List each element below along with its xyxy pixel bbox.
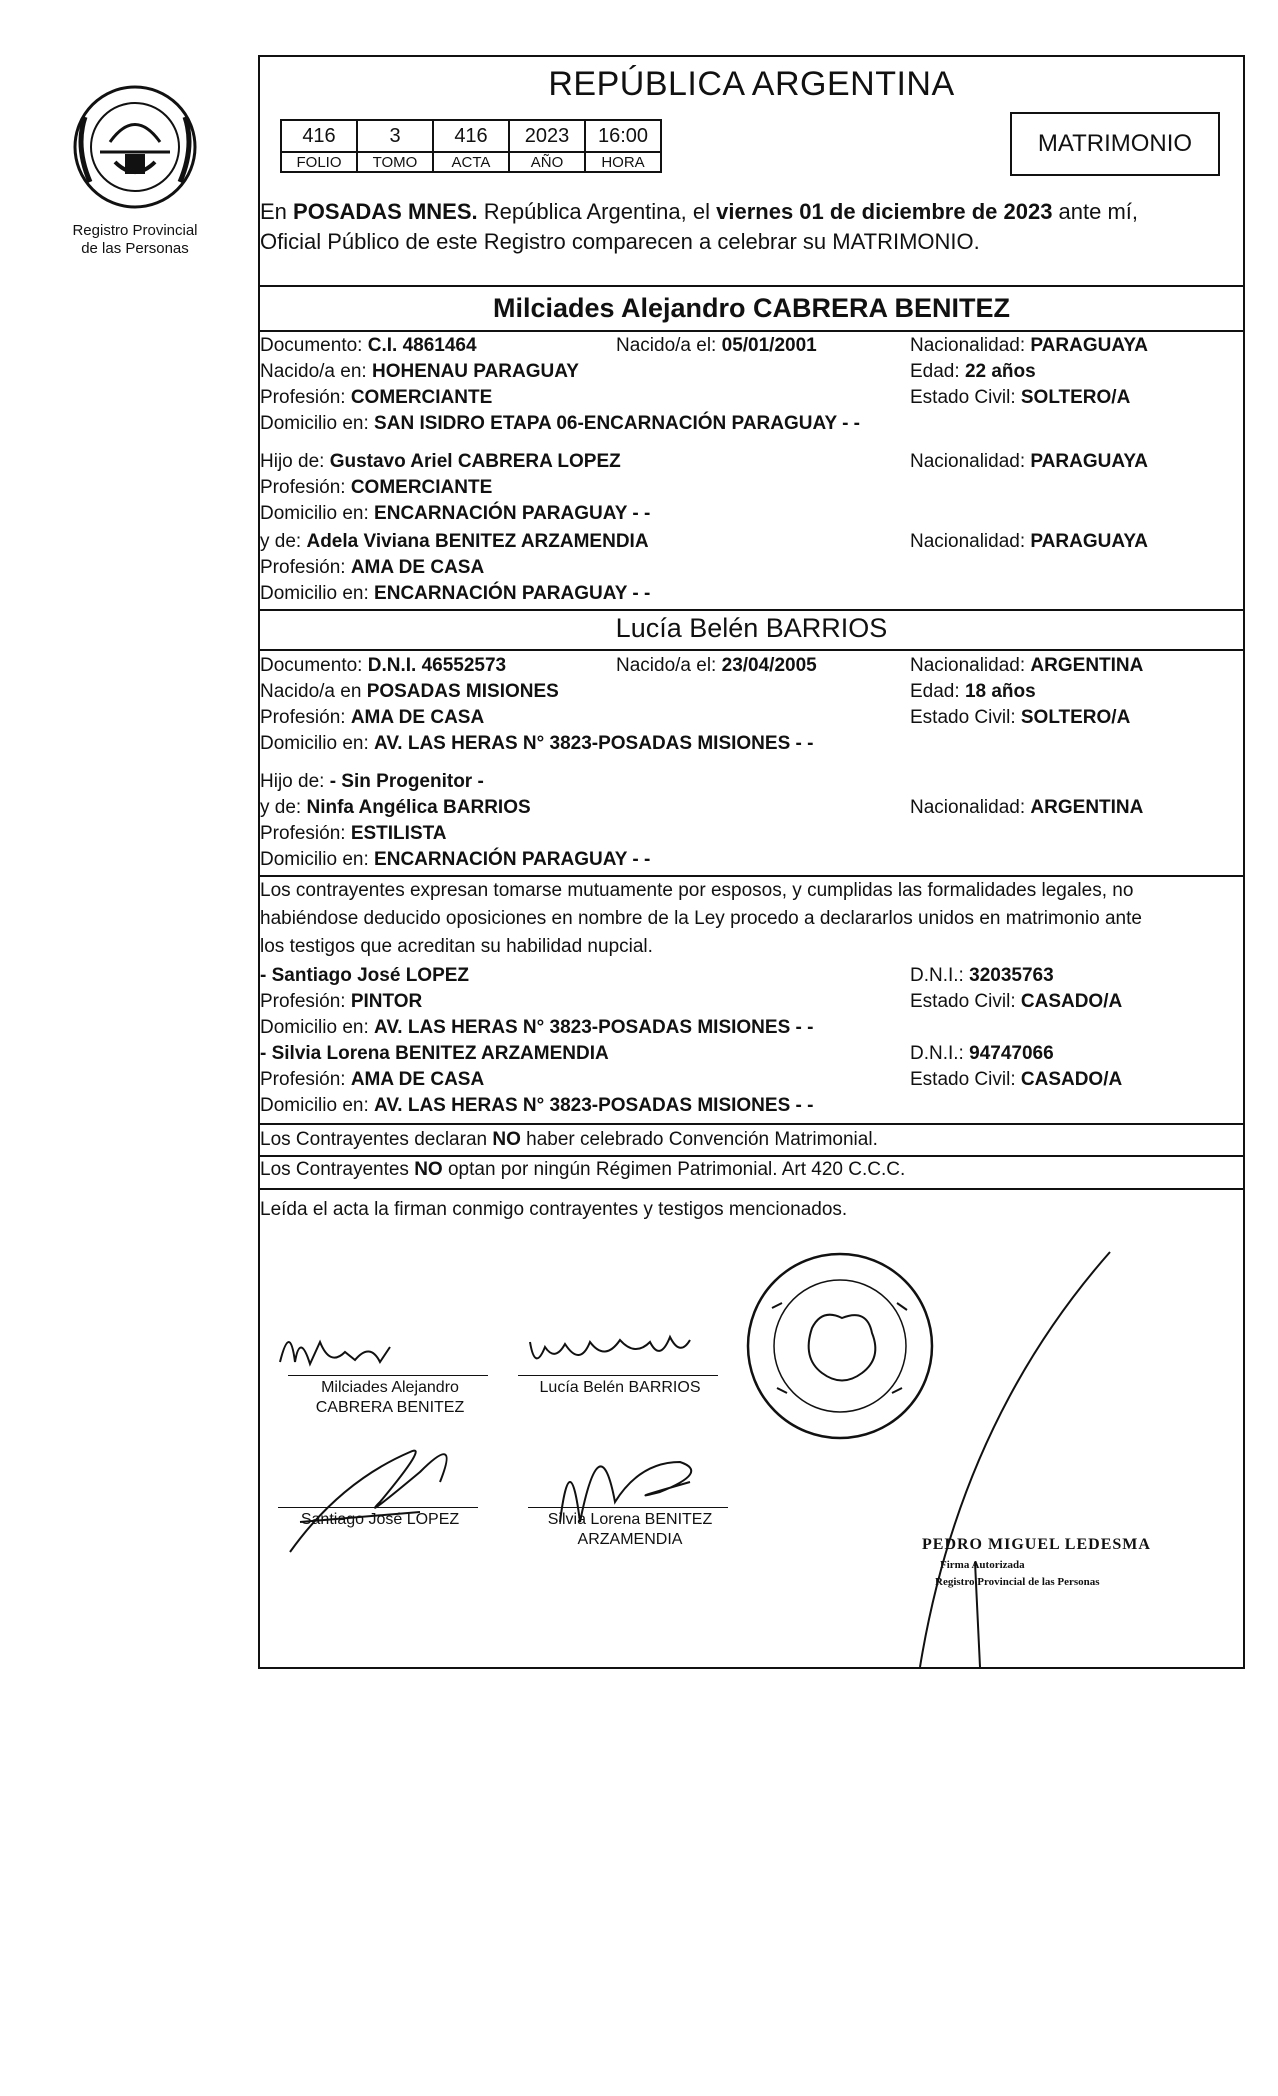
convention1-a: Los Contrayentes declaran (260, 1129, 493, 1150)
witness1-name: - Santiago José LOPEZ (260, 965, 470, 986)
spouse1-age: 22 años (964, 361, 1036, 382)
spouse1-dom: SAN ISIDRO ETAPA 06-ENCARNACIÓN PARAGUAY - - (374, 413, 861, 434)
signature-4-line1: Silvia Lorena BENITEZ (547, 1511, 713, 1528)
spouse1-row-birthplace (260, 359, 1243, 385)
divider (260, 285, 1243, 287)
record-table (280, 119, 662, 173)
spouse1-row-prof (260, 385, 1243, 411)
signature-4-line2: ARZAMENDIA (577, 1531, 683, 1548)
signature-line-2 (518, 1375, 718, 1376)
spouse2-mother: Ninfa Angélica BARRIOS (306, 797, 531, 818)
signature-3-scribble (290, 1451, 447, 1552)
witness2-id: 94747066 (969, 1043, 1054, 1064)
hour-label: HORA (585, 152, 661, 172)
signature-line-1 (288, 1375, 488, 1376)
closing-row (260, 1197, 1243, 1223)
id-label: D.N.I.: (910, 1043, 970, 1064)
spouse2-birthplace: POSADAS MISIONES (366, 681, 559, 702)
spouse2-born: 23/04/2005 (721, 655, 817, 676)
witness2-prof: AMA DE CASA (350, 1069, 485, 1090)
spouse1-father-dom: ENCARNACIÓN PARAGUAY - - (374, 503, 651, 524)
divider (260, 330, 1243, 332)
dom-label: Domicilio en: (260, 849, 375, 870)
intro-suffix: ante mí, (1052, 199, 1139, 224)
born-label: Nacido/a el: (616, 335, 722, 356)
declaration-line2: habiéndose deducido oposiciones en nombre de la Ley procedo a declararlos unidos en matrimonio ante (260, 908, 1142, 929)
spouse2-father: - Sin Progenitor - (329, 771, 484, 792)
spouse2-row-doc (260, 653, 1243, 679)
spouse2-row-father (260, 769, 1243, 795)
spouse1-nat: PARAGUAYA (1030, 335, 1148, 356)
folio-value: 416 (281, 120, 357, 152)
signature-caption-3: Santiago José LOPEZ (300, 1511, 460, 1528)
spouse1-name: Milciades Alejandro CABRERA BENITEZ (492, 293, 1011, 323)
acta-value: 416 (433, 120, 509, 152)
spouse1-row-father (260, 449, 1243, 475)
nat-label: Nacionalidad: (910, 655, 1031, 676)
spouse2-age: 18 años (964, 681, 1036, 702)
born-label: Nacido/a el: (616, 655, 722, 676)
intro-prefix: En (260, 199, 294, 224)
closing-text: Leída el acta la firman conmigo contrayentes y testigos mencionados. (260, 1199, 848, 1220)
dom-label: Domicilio en: (260, 1095, 375, 1116)
spouse2-nat: ARGENTINA (1030, 655, 1144, 676)
official-office: Registro Provincial de las Personas (935, 1576, 1100, 1588)
age-label: Edad: (910, 681, 965, 702)
divider (260, 649, 1243, 651)
nat-label: Nacionalidad: (910, 531, 1031, 552)
intro-text (260, 197, 1243, 257)
act-type-box: MATRIMONIO (1010, 112, 1220, 176)
spouse1-civil: SOLTERO/A (1020, 387, 1131, 408)
official-role: Firma Autorizada (940, 1559, 1025, 1571)
spouse1-row-mother (260, 529, 1243, 555)
prof-label: Profesión: (260, 1069, 351, 1090)
witness2-name: - Silvia Lorena BENITEZ ARZAMENDIA (260, 1043, 609, 1064)
spouse1-prof: COMERCIANTE (350, 387, 493, 408)
intro-place: POSADAS MNES. (293, 199, 478, 224)
convention1-b: NO (492, 1129, 521, 1150)
registry-label (50, 222, 220, 258)
official-signature-scribble (920, 1252, 1110, 1667)
prof-label: Profesión: (260, 823, 351, 844)
spouse1-born: 05/01/2001 (721, 335, 817, 356)
divider (260, 609, 1243, 611)
spouse1-row-father-prof (260, 475, 1243, 501)
spouse2-dom: AV. LAS HERAS N° 3823-POSADAS MISIONES - - (374, 733, 814, 754)
acta-label: ACTA (433, 152, 509, 172)
spouse1-doc: C.I. 4861464 (367, 335, 477, 356)
registry-label-line1: Registro Provincial (72, 222, 198, 239)
spouse2-doc: D.N.I. 46552573 (367, 655, 507, 676)
spouse2-row-prof (260, 705, 1243, 731)
convention-row2 (260, 1157, 1243, 1183)
spouse2-row-birthplace (260, 679, 1243, 705)
year-label: AÑO (509, 152, 585, 172)
witness1-civil: CASADO/A (1020, 991, 1123, 1012)
witness1-row-dom (260, 1015, 1243, 1041)
signature-1-line2: CABRERA BENITEZ (315, 1399, 465, 1416)
civil-label: Estado Civil: (910, 387, 1021, 408)
divider (260, 1188, 1243, 1190)
father-label: Hijo de: (260, 771, 330, 792)
prof-label: Profesión: (260, 387, 351, 408)
tomo-value: 3 (357, 120, 433, 152)
birthplace-label: Nacido/a en (260, 681, 367, 702)
convention2-b: NO (414, 1159, 443, 1180)
signature-caption-4 (510, 1510, 750, 1550)
convention2-a: Los Contrayentes (260, 1159, 415, 1180)
divider (260, 1123, 1243, 1125)
spouse2-mother-prof: ESTILISTA (350, 823, 447, 844)
spouse1-mother-nat: PARAGUAYA (1030, 531, 1148, 552)
intro-date: viernes 01 de diciembre de 2023 (716, 199, 1053, 224)
doc-label: Documento: (260, 655, 368, 676)
signature-1-line1: Milciades Alejandro (321, 1379, 459, 1396)
year-value: 2023 (509, 120, 585, 152)
nat-label: Nacionalidad: (910, 451, 1031, 472)
dom-label: Domicilio en: (260, 1017, 375, 1038)
spouse2-mother-nat: ARGENTINA (1030, 797, 1144, 818)
spouse1-row-mother-prof (260, 555, 1243, 581)
spouse2-row-mother (260, 795, 1243, 821)
spouse1-birthplace: HOHENAU PARAGUAY (371, 361, 579, 382)
civil-label: Estado Civil: (910, 1069, 1021, 1090)
mother-label: y de: (260, 531, 307, 552)
signature-2-scribble (530, 1337, 690, 1358)
folio-label: FOLIO (281, 152, 357, 172)
dom-label: Domicilio en: (260, 733, 375, 754)
witness2-row-dom (260, 1093, 1243, 1119)
registry-label-line2: de las Personas (81, 240, 189, 257)
document-title: REPÚBLICA ARGENTINA (548, 65, 955, 103)
convention1-c: haber celebrado Convención Matrimonial. (520, 1129, 878, 1150)
intro-mid: República Argentina, el (477, 199, 717, 224)
spouse2-name: Lucía Belén BARRIOS (615, 613, 888, 643)
signature-line-4 (528, 1507, 728, 1508)
spouse1-mother: Adela Viviana BENITEZ ARZAMENDIA (306, 531, 649, 552)
father-label: Hijo de: (260, 451, 330, 472)
witness1-row-prof (260, 989, 1243, 1015)
spouse2-prof: AMA DE CASA (350, 707, 485, 728)
age-label: Edad: (910, 361, 965, 382)
civil-label: Estado Civil: (910, 707, 1021, 728)
mother-label: y de: (260, 797, 307, 818)
prof-label: Profesión: (260, 557, 351, 578)
spouse2-civil: SOLTERO/A (1020, 707, 1131, 728)
dom-label: Domicilio en: (260, 413, 375, 434)
intro-line2: Oficial Público de este Registro comparecen a celebrar su MATRIMONIO. (260, 229, 980, 254)
spouse1-father: Gustavo Ariel CABRERA LOPEZ (329, 451, 621, 472)
spouse1-mother-prof: AMA DE CASA (350, 557, 485, 578)
spouse1-father-nat: PARAGUAYA (1030, 451, 1148, 472)
dom-label: Domicilio en: (260, 503, 375, 524)
prof-label: Profesión: (260, 477, 351, 498)
spouse1-row-doc (260, 333, 1243, 359)
official-name: PEDRO MIGUEL LEDESMA (922, 1536, 1151, 1553)
witness1-prof: PINTOR (350, 991, 423, 1012)
spouse2-row-mother-prof (260, 821, 1243, 847)
signature-caption-2: Lucía Belén BARRIOS (539, 1379, 701, 1396)
witness2-dom: AV. LAS HERAS N° 3823-POSADAS MISIONES - - (374, 1095, 814, 1116)
prof-label: Profesión: (260, 707, 351, 728)
convention-row1 (260, 1127, 1243, 1153)
id-label: D.N.I.: (910, 965, 970, 986)
nat-label: Nacionalidad: (910, 797, 1031, 818)
spouse1-row-mother-dom (260, 581, 1243, 607)
spouse2-row-dom (260, 731, 1243, 757)
nat-label: Nacionalidad: (910, 335, 1031, 356)
declaration-line3: los testigos que acreditan su habilidad nupcial. (260, 936, 653, 957)
spouse2-mother-dom: ENCARNACIÓN PARAGUAY - - (374, 849, 651, 870)
declaration-text (260, 877, 1243, 961)
spouse2-row-mother-dom (260, 847, 1243, 873)
witness2-row-name (260, 1041, 1243, 1067)
witness1-row-name (260, 963, 1243, 989)
civil-label: Estado Civil: (910, 991, 1021, 1012)
signature-line-3 (278, 1507, 478, 1508)
spouse1-mother-dom: ENCARNACIÓN PARAGUAY - - (374, 583, 651, 604)
provincial-seal-icon (70, 82, 200, 212)
convention2-c: optan por ningún Régimen Patrimonial. Art 420 C.C.C. (442, 1159, 906, 1180)
hour-value: 16:00 (585, 120, 661, 152)
witness2-civil: CASADO/A (1020, 1069, 1123, 1090)
declaration-line1: Los contrayentes expresan tomarse mutuamente por esposos, y cumplidas las formalidades legales, no (260, 880, 1134, 901)
tomo-label: TOMO (357, 152, 433, 172)
witness1-dom: AV. LAS HERAS N° 3823-POSADAS MISIONES - - (374, 1017, 814, 1038)
official-stamp-icon (742, 1248, 938, 1444)
birthplace-label: Nacido/a en: (260, 361, 372, 382)
prof-label: Profesión: (260, 991, 351, 1012)
spouse1-row-father-dom (260, 501, 1243, 527)
spouse1-row-dom (260, 411, 1243, 437)
spouse1-father-prof: COMERCIANTE (350, 477, 493, 498)
doc-label: Documento: (260, 335, 368, 356)
signature-1-scribble (280, 1342, 390, 1364)
signature-caption-1 (270, 1378, 510, 1418)
witness2-row-prof (260, 1067, 1243, 1093)
witness1-id: 32035763 (969, 965, 1054, 986)
dom-label: Domicilio en: (260, 583, 375, 604)
